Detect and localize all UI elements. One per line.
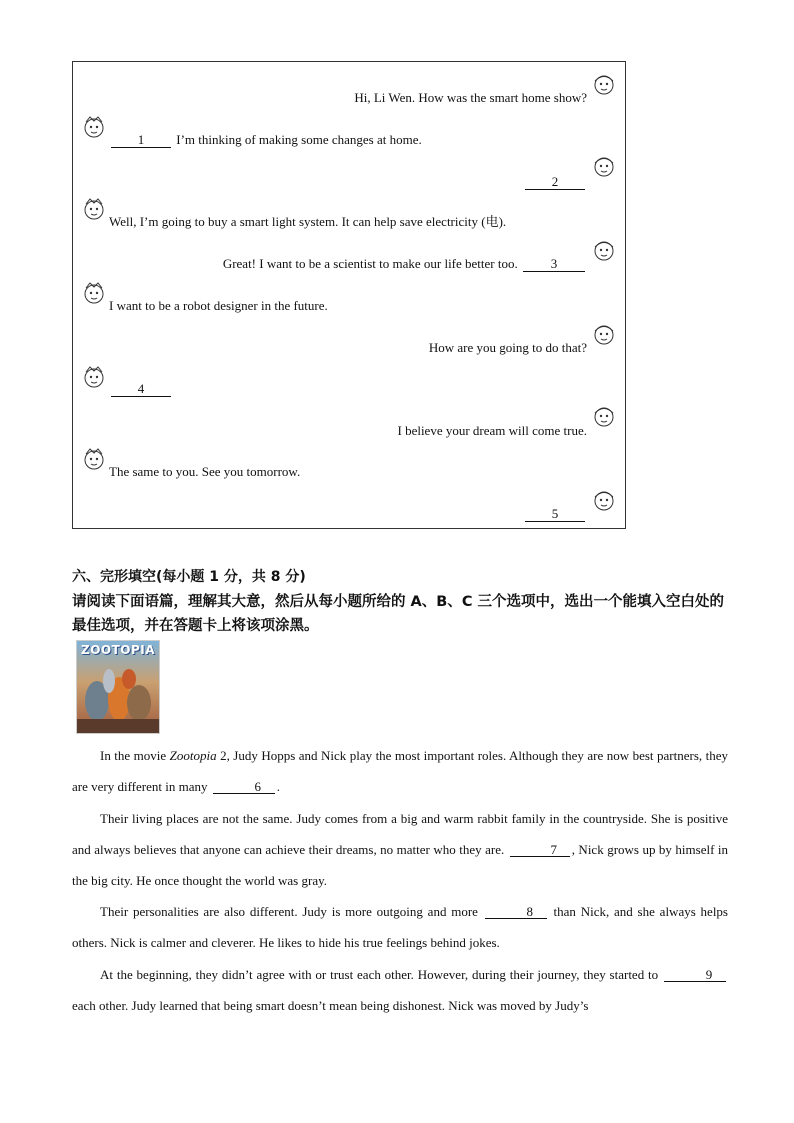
dialogue-line-8 xyxy=(109,381,173,397)
dialogue-line-4: Well, I’m going to buy a smart light system. It can help save electricity (电). xyxy=(109,214,507,229)
dialogue-line-10: The same to you. See you tomorrow. xyxy=(109,464,301,479)
dialogue-line-6: I want to be a robot designer in the future. xyxy=(109,298,328,313)
dialogue-line-2: 1 I’m thinking of making some changes at home. xyxy=(109,132,422,148)
passage-paragraph-3: Their personalities are also different. Judy is more outgoing and more 8 than Nick, and she always helps others. Nick is calmer and cleverer. He likes to hide his true feelings behind jokes. xyxy=(72,904,728,950)
blank-1[interactable]: 1 xyxy=(111,133,171,148)
boy-face-icon xyxy=(81,196,107,222)
poster-characters-icon xyxy=(77,641,159,733)
section-title: 六、完形填空(每小题 1 分，共 8 分) xyxy=(72,569,306,585)
blank-6[interactable]: 6 xyxy=(213,780,275,794)
zootopia-poster-image xyxy=(76,640,160,734)
girl-face-icon xyxy=(591,488,617,514)
boy-face-icon xyxy=(81,364,107,390)
blank-8[interactable]: 8 xyxy=(485,905,547,919)
blank-3[interactable]: 3 xyxy=(523,257,585,272)
boy-face-icon xyxy=(81,114,107,140)
boy-face-icon xyxy=(81,446,107,472)
blank-9[interactable]: 9 xyxy=(664,968,726,982)
dialogue-line-3 xyxy=(523,174,587,190)
boy-face-icon xyxy=(81,280,107,306)
poster-logo: ZOOTOPIA xyxy=(81,643,156,657)
dialogue-line-9: I believe your dream will come true. xyxy=(397,423,587,438)
dialogue-line-5: Great! I want to be a scientist to make our life better too. 3 xyxy=(223,256,587,272)
dialogue-box xyxy=(72,61,626,529)
dialogue-line-11 xyxy=(523,506,587,522)
dialogue-line-7: How are you going to do that? xyxy=(428,340,587,355)
section-instructions: 请阅读下面语篇，理解其大意，然后从每小题所给的 A、B、C 三个选项中，选出一个能填入空白处的最佳选项，并在答题卡上将该项涂黑。 xyxy=(72,594,725,634)
girl-face-icon xyxy=(591,404,617,430)
passage-paragraph-4: At the beginning, they didn’t agree with or trust each other. However, during their journey, they started to 9 each other. Judy learned that being smart doesn’t mean being dishonest. Nick was moved by Judy’s xyxy=(72,959,728,1021)
blank-4[interactable]: 4 xyxy=(111,382,171,397)
girl-face-icon xyxy=(591,322,617,348)
blank-2[interactable]: 2 xyxy=(525,175,585,190)
blank-5[interactable]: 5 xyxy=(525,507,585,522)
passage-paragraph-2: Their living places are not the same. Judy comes from a big and warm rabbit family in the countryside. She is positive and always believes that anyone can achieve their dreams, no matter who they are. 7 , Nick grows up by himself in the big city. He once thought the world was gray. xyxy=(72,811,729,888)
dialogue-line-1: Hi, Li Wen. How was the smart home show? xyxy=(354,90,587,105)
passage-paragraph-1: In the movie Zootopia 2, Judy Hopps and Nick play the most important roles. Although they are now best partners, they are very different in many 6 . xyxy=(72,748,728,794)
girl-face-icon xyxy=(591,238,617,264)
girl-face-icon xyxy=(591,72,617,98)
girl-face-icon xyxy=(591,154,617,180)
blank-7[interactable]: 7 xyxy=(510,843,570,857)
